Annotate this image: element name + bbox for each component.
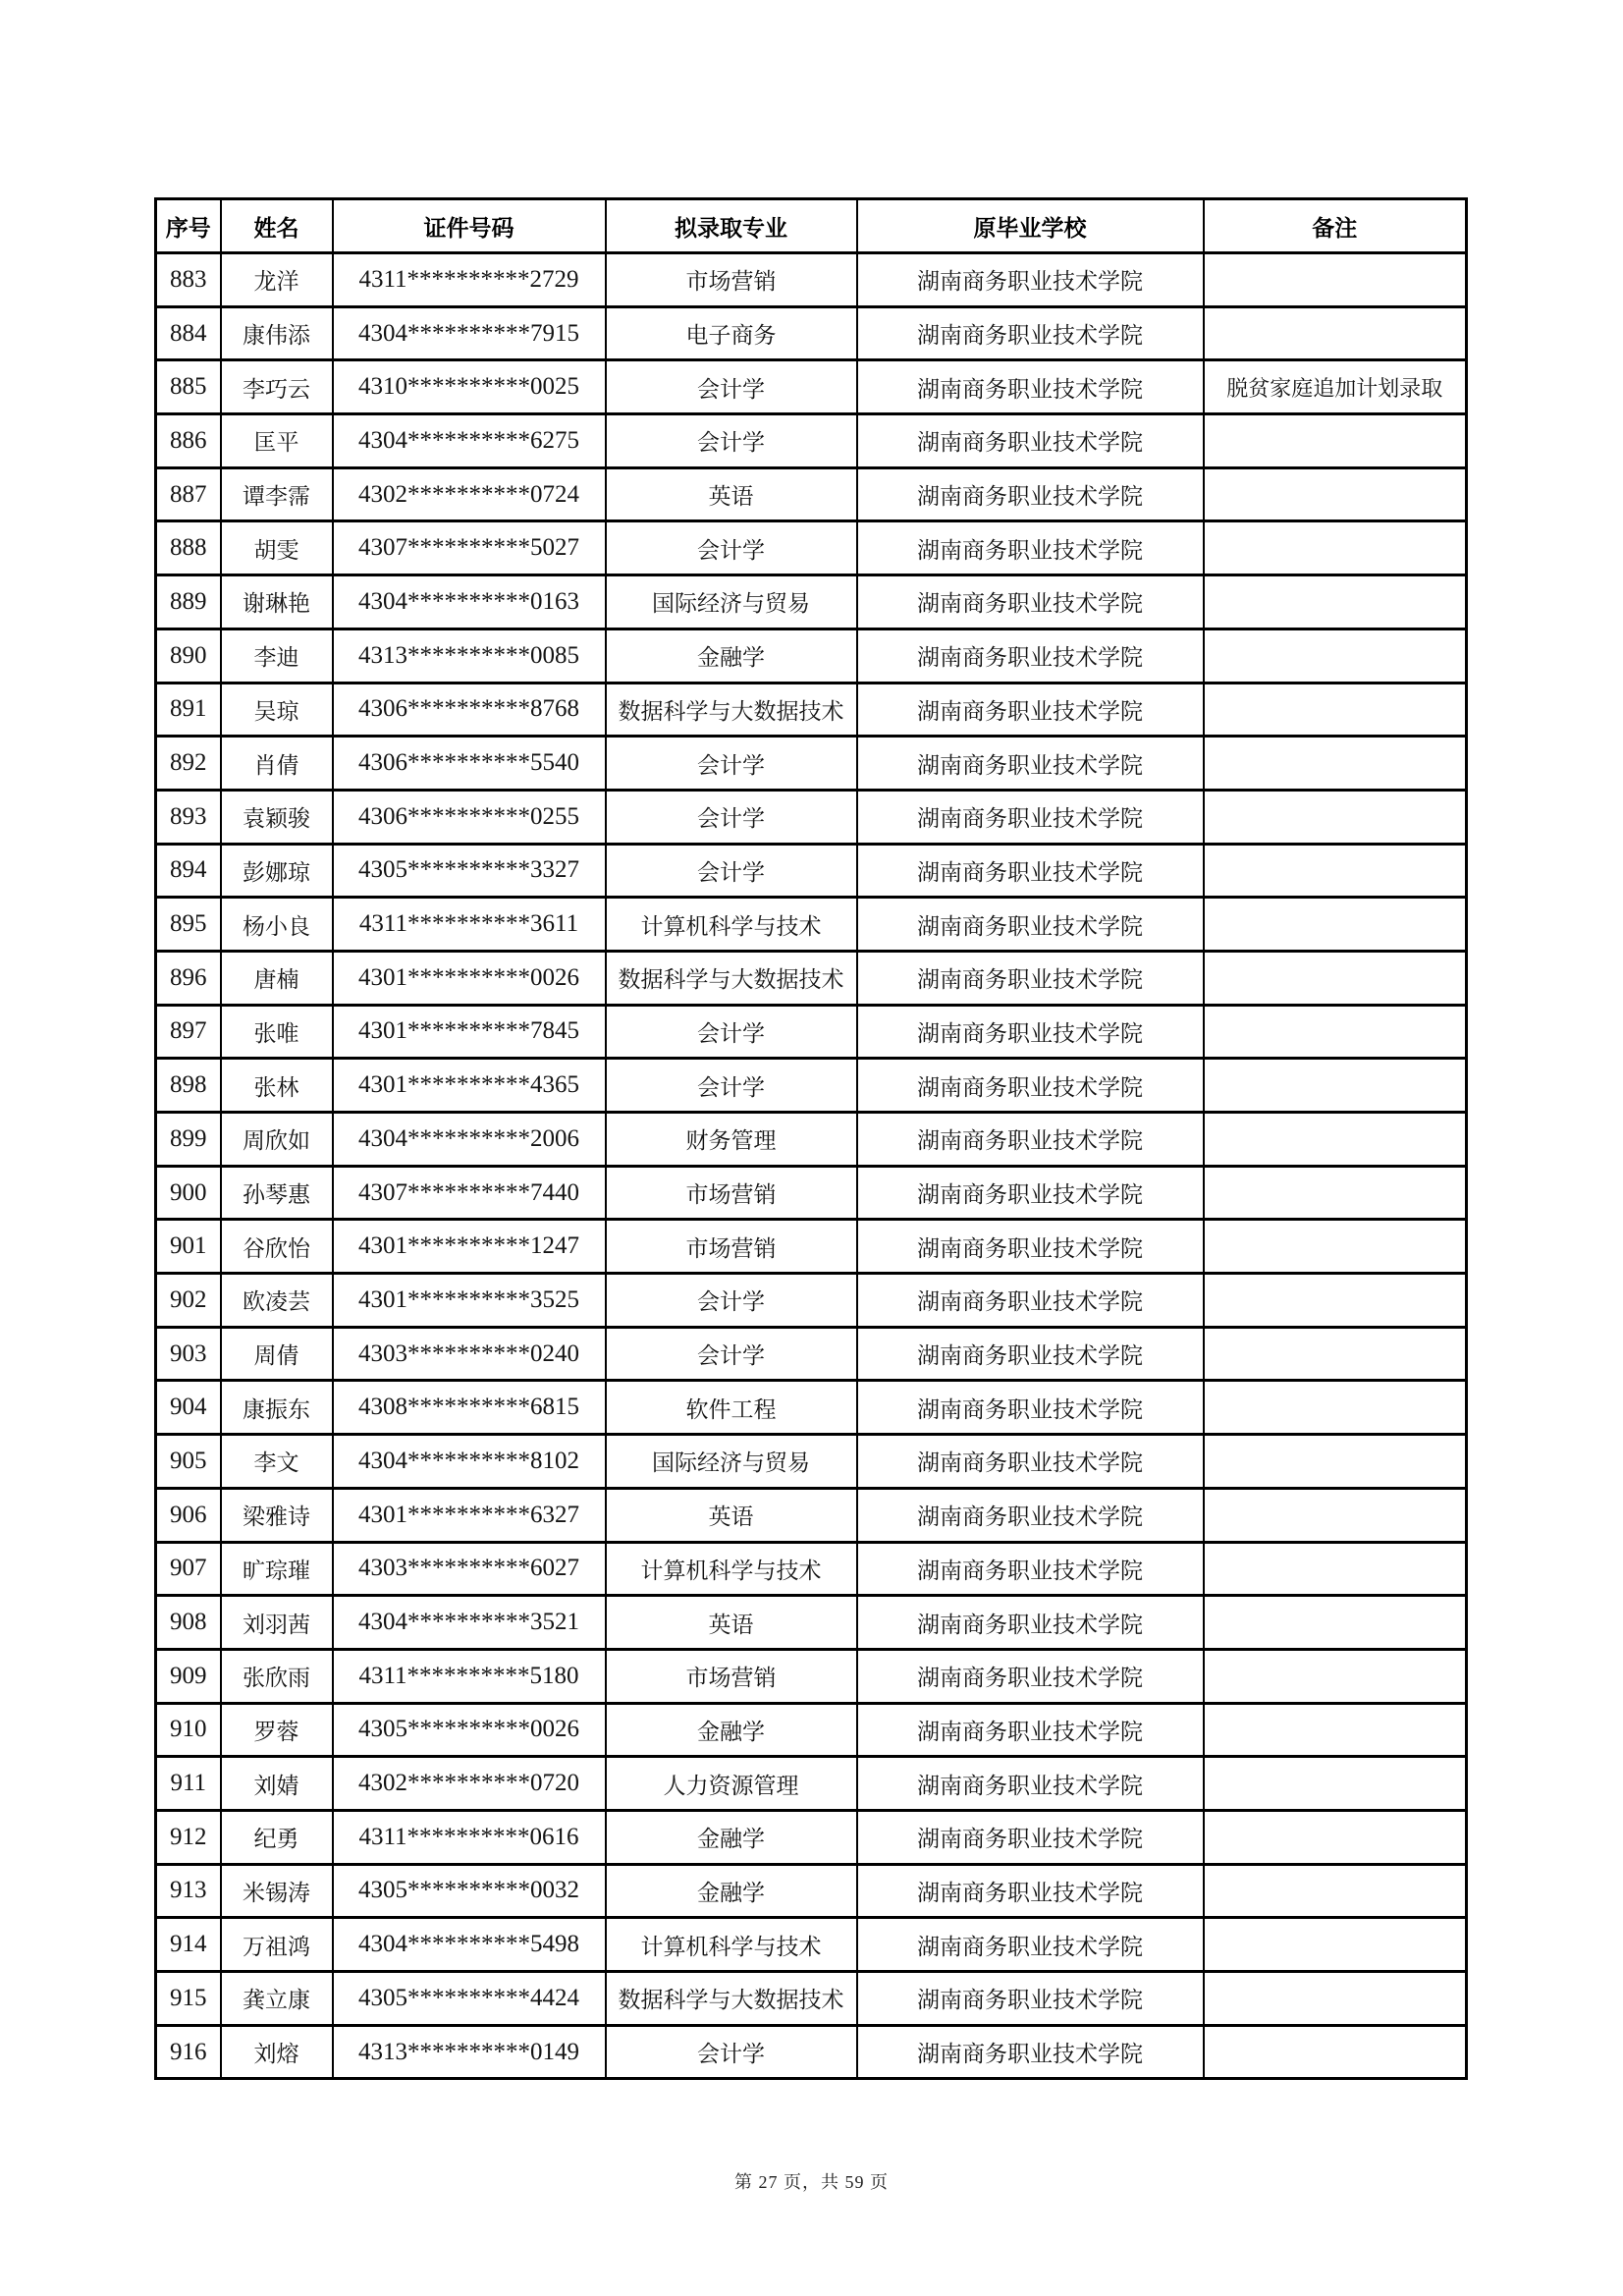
- cell-name: 谢琳艳: [221, 575, 333, 629]
- cell-id-number: 4307**********7440: [333, 1166, 606, 1220]
- cell-previous-school: 湖南商务职业技术学院: [857, 1596, 1204, 1650]
- cell-id-number: 4304**********2006: [333, 1113, 606, 1167]
- cell-previous-school: 湖南商务职业技术学院: [857, 1059, 1204, 1113]
- cell-name: 李巧云: [221, 360, 333, 414]
- cell-id-number: 4302**********0724: [333, 467, 606, 521]
- cell-remark: [1204, 951, 1467, 1005]
- cell-id-number: 4301**********3525: [333, 1274, 606, 1328]
- cell-serial-number: 893: [156, 790, 221, 844]
- cell-proposed-major: 会计学: [606, 1005, 857, 1059]
- cell-previous-school: 湖南商务职业技术学院: [857, 1005, 1204, 1059]
- cell-serial-number: 915: [156, 1972, 221, 2026]
- cell-proposed-major: 英语: [606, 467, 857, 521]
- cell-remark: [1204, 2025, 1467, 2079]
- cell-previous-school: 湖南商务职业技术学院: [857, 790, 1204, 844]
- cell-id-number: 4311**********0616: [333, 1810, 606, 1864]
- cell-remark: [1204, 1864, 1467, 1918]
- cell-name: 彭娜琼: [221, 844, 333, 898]
- cell-proposed-major: 电子商务: [606, 306, 857, 360]
- cell-previous-school: 湖南商务职业技术学院: [857, 1757, 1204, 1811]
- header-name: 姓名: [221, 199, 333, 253]
- cell-previous-school: 湖南商务职业技术学院: [857, 1649, 1204, 1703]
- header-previous-school: 原毕业学校: [857, 199, 1204, 253]
- cell-previous-school: 湖南商务职业技术学院: [857, 1113, 1204, 1167]
- cell-name: 谭李霈: [221, 467, 333, 521]
- cell-remark: [1204, 1113, 1467, 1167]
- cell-id-number: 4303**********0240: [333, 1327, 606, 1381]
- table-row: [156, 951, 1467, 1005]
- table-row: [156, 898, 1467, 952]
- table-body: [156, 253, 1467, 2079]
- cell-name: 刘羽茜: [221, 1596, 333, 1650]
- cell-previous-school: 湖南商务职业技术学院: [857, 1864, 1204, 1918]
- cell-serial-number: 908: [156, 1596, 221, 1650]
- cell-name: 张林: [221, 1059, 333, 1113]
- cell-serial-number: 904: [156, 1381, 221, 1435]
- cell-proposed-major: 计算机科学与技术: [606, 1542, 857, 1596]
- cell-remark: [1204, 467, 1467, 521]
- table-row: [156, 521, 1467, 575]
- cell-id-number: 4301**********1247: [333, 1220, 606, 1274]
- cell-remark: [1204, 521, 1467, 575]
- cell-previous-school: 湖南商务职业技术学院: [857, 683, 1204, 737]
- cell-proposed-major: 市场营销: [606, 1220, 857, 1274]
- table-row: [156, 1327, 1467, 1381]
- cell-previous-school: 湖南商务职业技术学院: [857, 737, 1204, 791]
- cell-proposed-major: 会计学: [606, 1274, 857, 1328]
- table-row: [156, 1435, 1467, 1489]
- cell-remark: [1204, 1649, 1467, 1703]
- cell-serial-number: 895: [156, 898, 221, 952]
- cell-proposed-major: 会计学: [606, 1327, 857, 1381]
- cell-previous-school: 湖南商务职业技术学院: [857, 898, 1204, 952]
- table-row: [156, 1005, 1467, 1059]
- cell-id-number: 4304**********6275: [333, 414, 606, 468]
- cell-id-number: 4306**********0255: [333, 790, 606, 844]
- cell-proposed-major: 人力资源管理: [606, 1757, 857, 1811]
- cell-name: 张唯: [221, 1005, 333, 1059]
- cell-proposed-major: 金融学: [606, 1703, 857, 1757]
- cell-proposed-major: 会计学: [606, 521, 857, 575]
- cell-proposed-major: 金融学: [606, 1810, 857, 1864]
- table-row: [156, 1381, 1467, 1435]
- cell-id-number: 4304**********3521: [333, 1596, 606, 1650]
- cell-serial-number: 900: [156, 1166, 221, 1220]
- table-row: [156, 467, 1467, 521]
- table-row: [156, 629, 1467, 683]
- table-row: [156, 2025, 1467, 2079]
- table-row: [156, 360, 1467, 414]
- table-row: [156, 1810, 1467, 1864]
- cell-name: 米锡涛: [221, 1864, 333, 1918]
- cell-id-number: 4305**********3327: [333, 844, 606, 898]
- cell-remark: [1204, 1488, 1467, 1542]
- table-row: [156, 790, 1467, 844]
- cell-remark: [1204, 629, 1467, 683]
- cell-previous-school: 湖南商务职业技术学院: [857, 1488, 1204, 1542]
- table-row: [156, 1059, 1467, 1113]
- cell-id-number: 4304**********7915: [333, 306, 606, 360]
- cell-name: 匡平: [221, 414, 333, 468]
- page-number-footer: 第 27 页，共 59 页: [734, 2172, 889, 2192]
- cell-proposed-major: 金融学: [606, 1864, 857, 1918]
- cell-proposed-major: 软件工程: [606, 1381, 857, 1435]
- cell-serial-number: 913: [156, 1864, 221, 1918]
- cell-id-number: 4304**********5498: [333, 1918, 606, 1972]
- table-row: [156, 1113, 1467, 1167]
- cell-name: 康振东: [221, 1381, 333, 1435]
- table-row: [156, 1274, 1467, 1328]
- cell-name: 唐楠: [221, 951, 333, 1005]
- cell-previous-school: 湖南商务职业技术学院: [857, 1381, 1204, 1435]
- cell-name: 刘熔: [221, 2025, 333, 2079]
- cell-id-number: 4305**********0032: [333, 1864, 606, 1918]
- table-row: [156, 844, 1467, 898]
- cell-remark: [1204, 683, 1467, 737]
- cell-name: 万祖鸿: [221, 1918, 333, 1972]
- table-row: [156, 414, 1467, 468]
- cell-previous-school: 湖南商务职业技术学院: [857, 1542, 1204, 1596]
- cell-name: 张欣雨: [221, 1649, 333, 1703]
- header-proposed-major: 拟录取专业: [606, 199, 857, 253]
- cell-remark: [1204, 898, 1467, 952]
- cell-name: 龚立康: [221, 1972, 333, 2026]
- cell-serial-number: 892: [156, 737, 221, 791]
- cell-name: 吴琼: [221, 683, 333, 737]
- table-row: [156, 575, 1467, 629]
- cell-name: 袁颖骏: [221, 790, 333, 844]
- cell-name: 李文: [221, 1435, 333, 1489]
- cell-previous-school: 湖南商务职业技术学院: [857, 2025, 1204, 2079]
- cell-proposed-major: 会计学: [606, 1059, 857, 1113]
- cell-previous-school: 湖南商务职业技术学院: [857, 1972, 1204, 2026]
- table-row: [156, 737, 1467, 791]
- table-row: [156, 306, 1467, 360]
- cell-id-number: 4311**********3611: [333, 898, 606, 952]
- cell-proposed-major: 财务管理: [606, 1113, 857, 1167]
- cell-remark: [1204, 1757, 1467, 1811]
- table-row: [156, 1220, 1467, 1274]
- cell-id-number: 4311**********2729: [333, 253, 606, 307]
- cell-previous-school: 湖南商务职业技术学院: [857, 521, 1204, 575]
- cell-proposed-major: 会计学: [606, 737, 857, 791]
- cell-previous-school: 湖南商务职业技术学院: [857, 360, 1204, 414]
- cell-name: 肖倩: [221, 737, 333, 791]
- cell-remark: [1204, 1220, 1467, 1274]
- cell-id-number: 4311**********5180: [333, 1649, 606, 1703]
- cell-serial-number: 897: [156, 1005, 221, 1059]
- cell-serial-number: 909: [156, 1649, 221, 1703]
- cell-serial-number: 885: [156, 360, 221, 414]
- table-row: [156, 1542, 1467, 1596]
- cell-name: 李迪: [221, 629, 333, 683]
- table-header-row: [156, 199, 1467, 253]
- cell-previous-school: 湖南商务职业技术学院: [857, 1327, 1204, 1381]
- cell-serial-number: 890: [156, 629, 221, 683]
- cell-serial-number: 901: [156, 1220, 221, 1274]
- cell-proposed-major: 会计学: [606, 844, 857, 898]
- cell-name: 刘婧: [221, 1757, 333, 1811]
- cell-serial-number: 889: [156, 575, 221, 629]
- cell-remark: [1204, 1327, 1467, 1381]
- cell-remark: [1204, 844, 1467, 898]
- cell-serial-number: 907: [156, 1542, 221, 1596]
- cell-proposed-major: 国际经济与贸易: [606, 575, 857, 629]
- cell-serial-number: 899: [156, 1113, 221, 1167]
- cell-serial-number: 898: [156, 1059, 221, 1113]
- cell-previous-school: 湖南商务职业技术学院: [857, 414, 1204, 468]
- cell-name: 龙洋: [221, 253, 333, 307]
- cell-name: 孙琴惠: [221, 1166, 333, 1220]
- header-id-number: 证件号码: [333, 199, 606, 253]
- cell-remark: [1204, 1381, 1467, 1435]
- cell-remark: [1204, 1005, 1467, 1059]
- cell-name: 纪勇: [221, 1810, 333, 1864]
- cell-serial-number: 910: [156, 1703, 221, 1757]
- cell-remark: [1204, 306, 1467, 360]
- cell-remark: [1204, 1274, 1467, 1328]
- cell-proposed-major: 会计学: [606, 414, 857, 468]
- cell-proposed-major: 市场营销: [606, 1649, 857, 1703]
- cell-id-number: 4302**********0720: [333, 1757, 606, 1811]
- cell-previous-school: 湖南商务职业技术学院: [857, 629, 1204, 683]
- cell-serial-number: 891: [156, 683, 221, 737]
- cell-proposed-major: 国际经济与贸易: [606, 1435, 857, 1489]
- cell-remark: [1204, 253, 1467, 307]
- cell-previous-school: 湖南商务职业技术学院: [857, 1810, 1204, 1864]
- cell-previous-school: 湖南商务职业技术学院: [857, 306, 1204, 360]
- cell-id-number: 4306**********8768: [333, 683, 606, 737]
- cell-serial-number: 886: [156, 414, 221, 468]
- cell-remark: [1204, 1810, 1467, 1864]
- cell-id-number: 4313**********0085: [333, 629, 606, 683]
- header-remark: 备注: [1204, 199, 1467, 253]
- cell-name: 胡雯: [221, 521, 333, 575]
- cell-id-number: 4306**********5540: [333, 737, 606, 791]
- cell-previous-school: 湖南商务职业技术学院: [857, 1703, 1204, 1757]
- cell-remark: [1204, 737, 1467, 791]
- cell-proposed-major: 数据科学与大数据技术: [606, 951, 857, 1005]
- cell-previous-school: 湖南商务职业技术学院: [857, 1220, 1204, 1274]
- cell-id-number: 4304**********0163: [333, 575, 606, 629]
- cell-remark: [1204, 1703, 1467, 1757]
- cell-serial-number: 916: [156, 2025, 221, 2079]
- table-row: [156, 1864, 1467, 1918]
- cell-serial-number: 887: [156, 467, 221, 521]
- table-row: [156, 1596, 1467, 1650]
- cell-id-number: 4303**********6027: [333, 1542, 606, 1596]
- cell-previous-school: 湖南商务职业技术学院: [857, 467, 1204, 521]
- cell-previous-school: 湖南商务职业技术学院: [857, 1435, 1204, 1489]
- cell-proposed-major: 市场营销: [606, 253, 857, 307]
- cell-id-number: 4304**********8102: [333, 1435, 606, 1489]
- cell-id-number: 4308**********6815: [333, 1381, 606, 1435]
- cell-serial-number: 883: [156, 253, 221, 307]
- table-row: [156, 253, 1467, 307]
- cell-remark: [1204, 1918, 1467, 1972]
- cell-proposed-major: 英语: [606, 1488, 857, 1542]
- cell-id-number: 4305**********0026: [333, 1703, 606, 1757]
- table-row: [156, 1918, 1467, 1972]
- table-row: [156, 1972, 1467, 2026]
- cell-proposed-major: 计算机科学与技术: [606, 1918, 857, 1972]
- cell-serial-number: 888: [156, 521, 221, 575]
- cell-proposed-major: 会计学: [606, 2025, 857, 2079]
- cell-proposed-major: 计算机科学与技术: [606, 898, 857, 952]
- cell-serial-number: 905: [156, 1435, 221, 1489]
- cell-id-number: 4307**********5027: [333, 521, 606, 575]
- cell-serial-number: 914: [156, 1918, 221, 1972]
- cell-remark: [1204, 1435, 1467, 1489]
- cell-name: 梁雅诗: [221, 1488, 333, 1542]
- cell-serial-number: 902: [156, 1274, 221, 1328]
- cell-previous-school: 湖南商务职业技术学院: [857, 1166, 1204, 1220]
- table-row: [156, 683, 1467, 737]
- cell-name: 康伟添: [221, 306, 333, 360]
- cell-id-number: 4313**********0149: [333, 2025, 606, 2079]
- cell-serial-number: 896: [156, 951, 221, 1005]
- cell-name: 欧凌芸: [221, 1274, 333, 1328]
- cell-id-number: 4301**********4365: [333, 1059, 606, 1113]
- cell-remark: 脱贫家庭追加计划录取: [1204, 360, 1467, 414]
- cell-remark: [1204, 575, 1467, 629]
- cell-proposed-major: 会计学: [606, 790, 857, 844]
- header-serial-number: 序号: [156, 199, 221, 253]
- cell-remark: [1204, 1972, 1467, 2026]
- cell-previous-school: 湖南商务职业技术学院: [857, 951, 1204, 1005]
- cell-remark: [1204, 790, 1467, 844]
- cell-name: 周欣如: [221, 1113, 333, 1167]
- cell-proposed-major: 金融学: [606, 629, 857, 683]
- cell-proposed-major: 市场营销: [606, 1166, 857, 1220]
- cell-serial-number: 906: [156, 1488, 221, 1542]
- cell-remark: [1204, 1059, 1467, 1113]
- cell-serial-number: 903: [156, 1327, 221, 1381]
- cell-previous-school: 湖南商务职业技术学院: [857, 575, 1204, 629]
- cell-previous-school: 湖南商务职业技术学院: [857, 1918, 1204, 1972]
- cell-remark: [1204, 1596, 1467, 1650]
- admission-roster-table: [154, 197, 1468, 2080]
- cell-remark: [1204, 1542, 1467, 1596]
- cell-remark: [1204, 414, 1467, 468]
- cell-id-number: 4301**********7845: [333, 1005, 606, 1059]
- table-row: [156, 1649, 1467, 1703]
- cell-name: 罗蓉: [221, 1703, 333, 1757]
- cell-previous-school: 湖南商务职业技术学院: [857, 844, 1204, 898]
- cell-id-number: 4305**********4424: [333, 1972, 606, 2026]
- cell-remark: [1204, 1166, 1467, 1220]
- cell-serial-number: 911: [156, 1757, 221, 1811]
- table-row: [156, 1757, 1467, 1811]
- cell-proposed-major: 数据科学与大数据技术: [606, 683, 857, 737]
- table-row: [156, 1703, 1467, 1757]
- cell-name: 谷欣怡: [221, 1220, 333, 1274]
- cell-proposed-major: 英语: [606, 1596, 857, 1650]
- cell-serial-number: 894: [156, 844, 221, 898]
- table-row: [156, 1488, 1467, 1542]
- table-row: [156, 1166, 1467, 1220]
- cell-previous-school: 湖南商务职业技术学院: [857, 253, 1204, 307]
- cell-serial-number: 884: [156, 306, 221, 360]
- cell-id-number: 4310**********0025: [333, 360, 606, 414]
- cell-previous-school: 湖南商务职业技术学院: [857, 1274, 1204, 1328]
- cell-serial-number: 912: [156, 1810, 221, 1864]
- cell-name: 周倩: [221, 1327, 333, 1381]
- cell-name: 杨小良: [221, 898, 333, 952]
- cell-id-number: 4301**********6327: [333, 1488, 606, 1542]
- cell-proposed-major: 会计学: [606, 360, 857, 414]
- cell-proposed-major: 数据科学与大数据技术: [606, 1972, 857, 2026]
- cell-name: 旷琮璀: [221, 1542, 333, 1596]
- cell-id-number: 4301**********0026: [333, 951, 606, 1005]
